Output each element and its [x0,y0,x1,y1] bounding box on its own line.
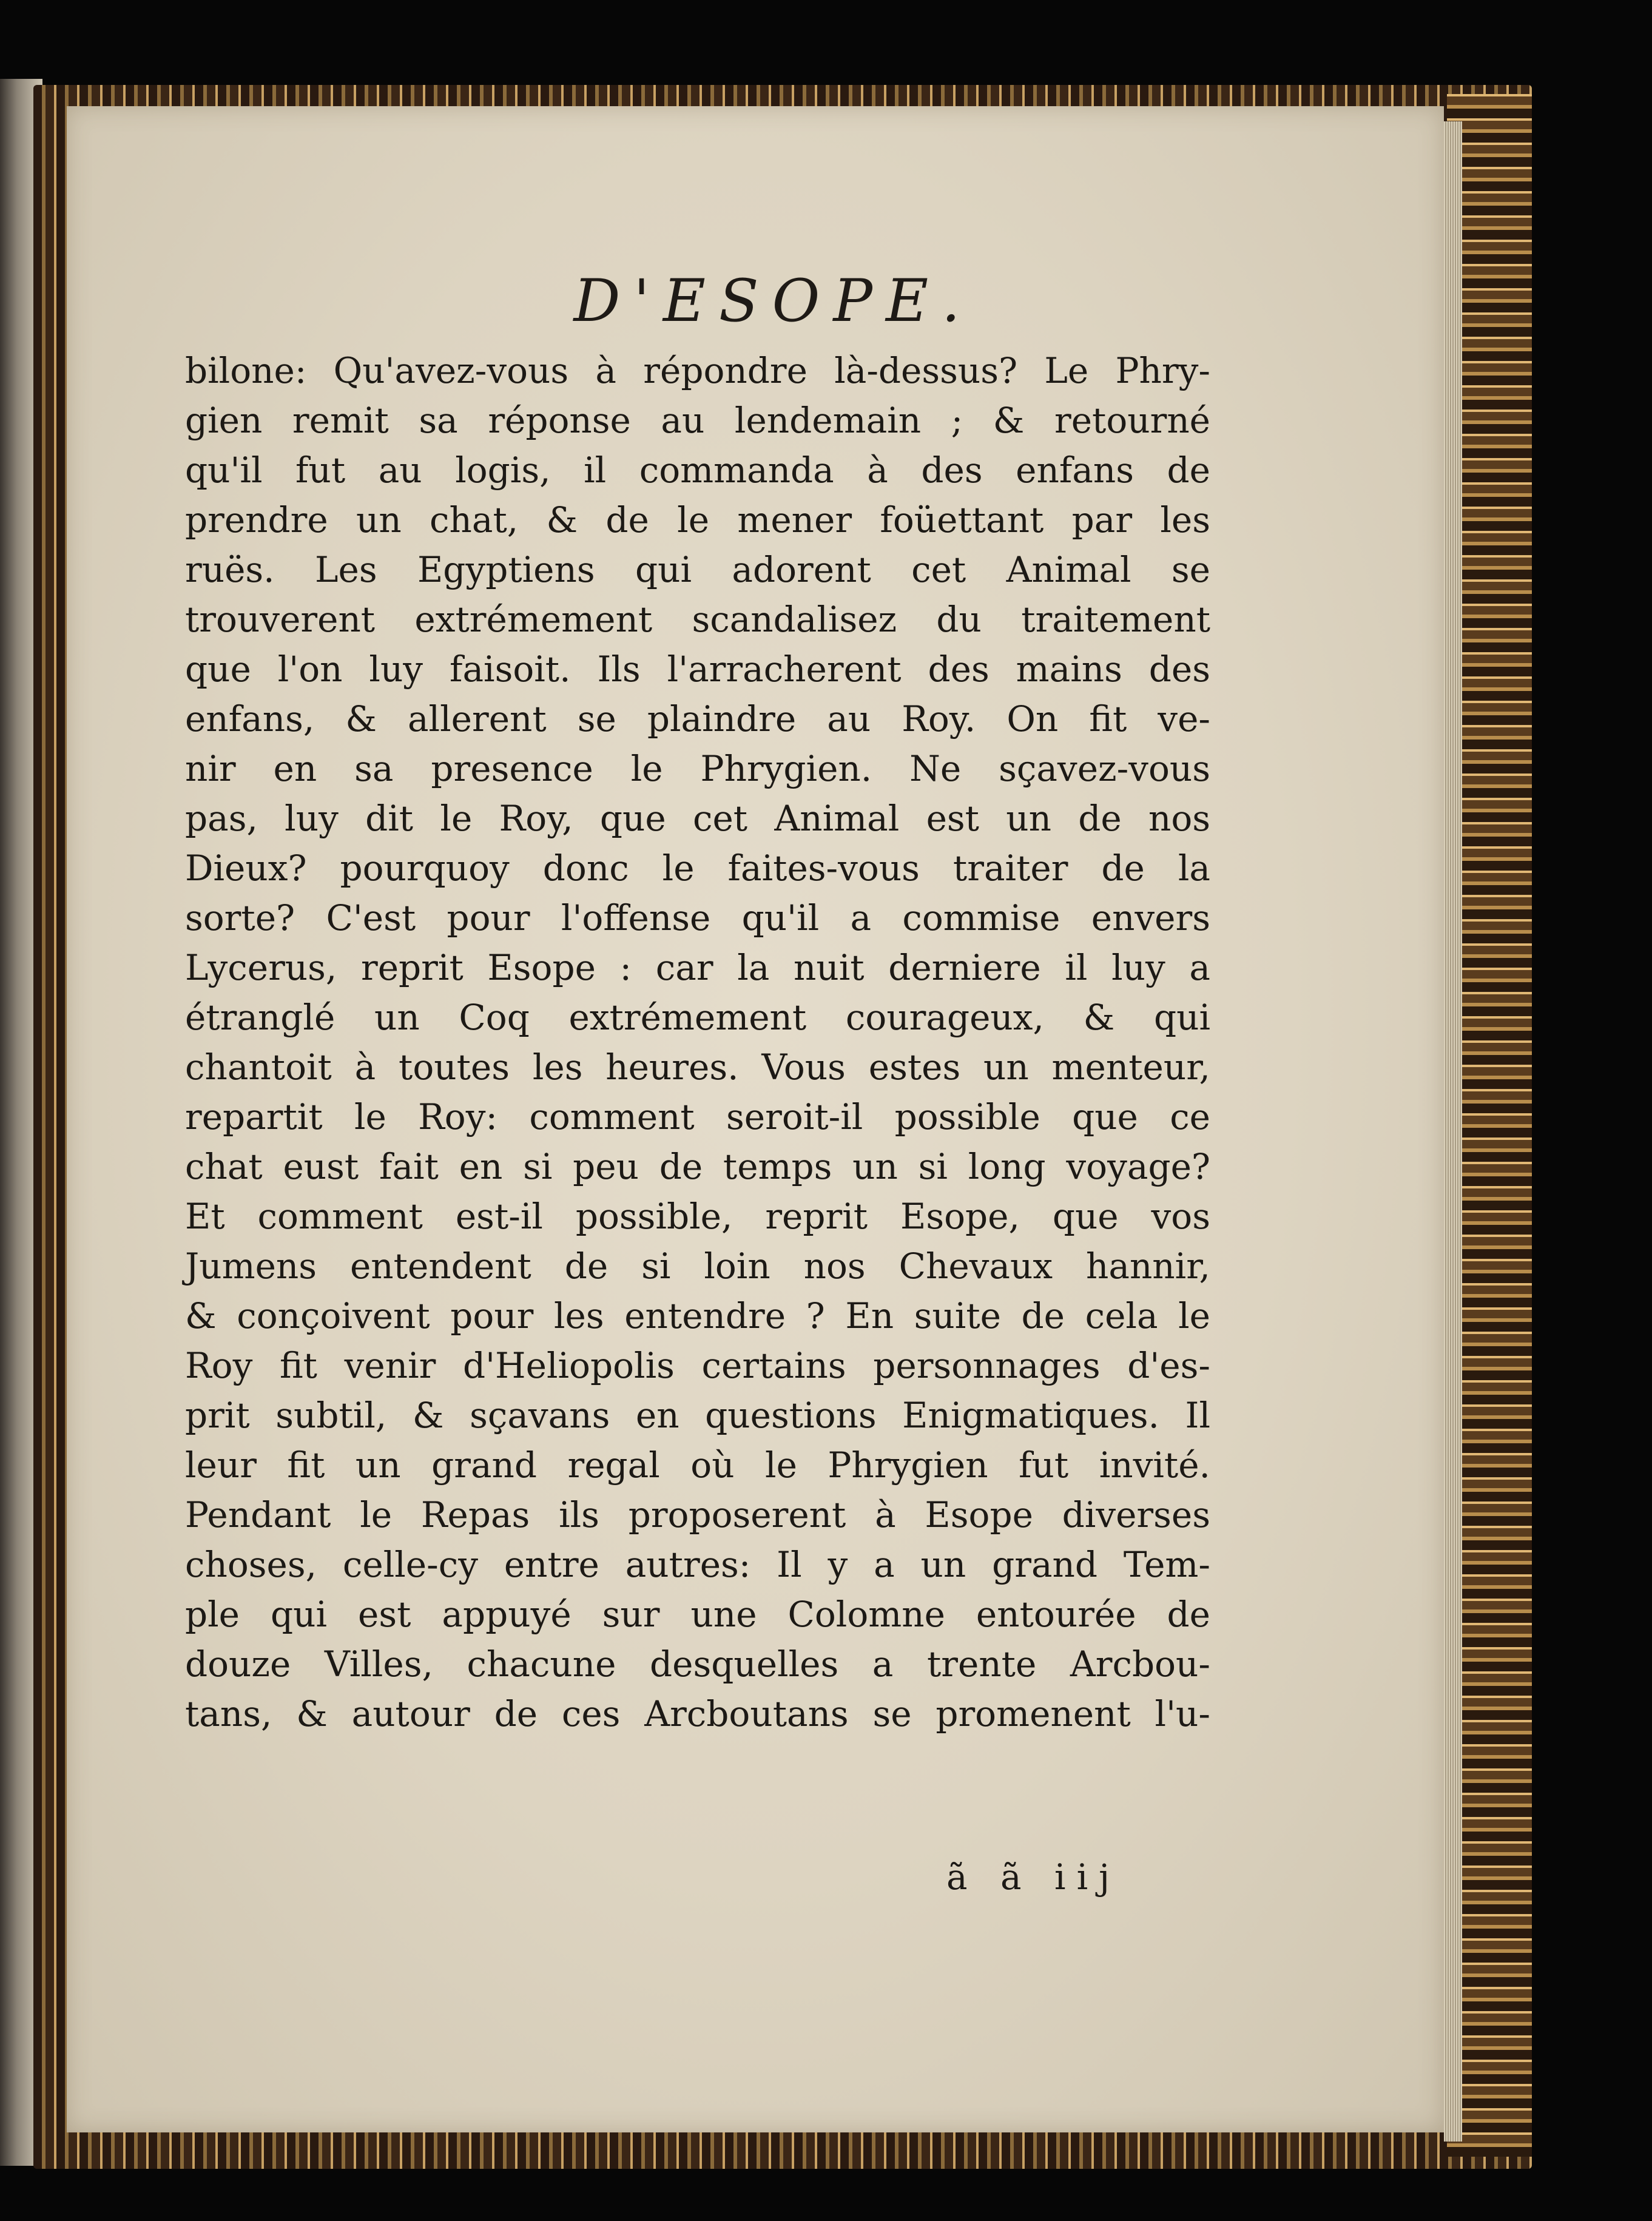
text-line: Pendant le Repas ils proposerent à Esope diverses [185,1494,1210,1535]
body-text [185,346,1210,1739]
text-line: pas, luy dit le Roy, que cet Animal est un de nos [185,798,1210,839]
text-line: gien remit sa réponse au lendemain ; & retourné [185,400,1210,441]
text-line: Lycerus, reprit Esope : car la nuit derniere il luy a [185,947,1210,988]
text-line: que l'on luy faisoit. Ils l'arracherent des mains des [185,649,1210,690]
text-line: étranglé un Coq extrémement courageux, & qui [185,997,1210,1038]
text-line: choses, celle-cy entre autres: Il y a un grand Tem- [185,1544,1210,1585]
text-line: sorte? C'est pour l'offense qu'il a commise envers [185,897,1210,939]
text-line: ple qui est appuyé sur une Colomne entourée de [185,1594,1210,1635]
text-line: repartit le Roy: comment seroit-il possible que ce [185,1096,1210,1137]
text-line: Et comment est-il possible, reprit Esope, que vos [185,1196,1210,1237]
book-page [67,106,1444,2132]
text-line: chat eust fait en si peu de temps un si long voyage? [185,1146,1210,1187]
text-line: ruës. Les Egyptiens qui adorent cet Animal se [185,549,1210,590]
text-line: chantoit à toutes les heures. Vous estes un menteur, [185,1046,1210,1088]
text-line: trouverent extrémement scandalisez du traitement [185,599,1210,640]
text-line: leur fit un grand regal où le Phrygien fut invité. [185,1444,1210,1486]
text-line: enfans, & allerent se plaindre au Roy. On fit ve- [185,698,1210,740]
text-line: bilone: Qu'avez-vous à répondre là-dessus? Le Phry- [185,350,1210,391]
text-line: prit subtil, & sçavans en questions Enigmatiques. Il [185,1395,1210,1436]
signature-mark: ã ã iij [946,1856,1121,1898]
text-line: prendre un chat, & de le mener foüettant par les [185,499,1210,541]
text-line: & conçoivent pour les entendre ? En suite de cela le [185,1295,1210,1336]
page-stack-edge [1444,121,1462,2142]
text-line: douze Villes, chacune desquelles a trente Arcbou- [185,1643,1210,1685]
text-line: Jumens entendent de si loin nos Chevaux hannir, [185,1245,1210,1287]
text-line: Dieux? pourquoy donc le faites-vous traiter de la [185,848,1210,889]
text-line: nir en sa presence le Phrygien. Ne sçavez-vous [185,748,1210,789]
text-line: qu'il fut au logis, il commanda à des enfans de [185,450,1210,491]
running-header: D'ESOPE. [573,267,974,335]
text-line: tans, & autour de ces Arcboutans se promenent l'u- [185,1693,1210,1734]
text-line: Roy fit venir d'Heliopolis certains personnages d'es- [185,1345,1210,1386]
